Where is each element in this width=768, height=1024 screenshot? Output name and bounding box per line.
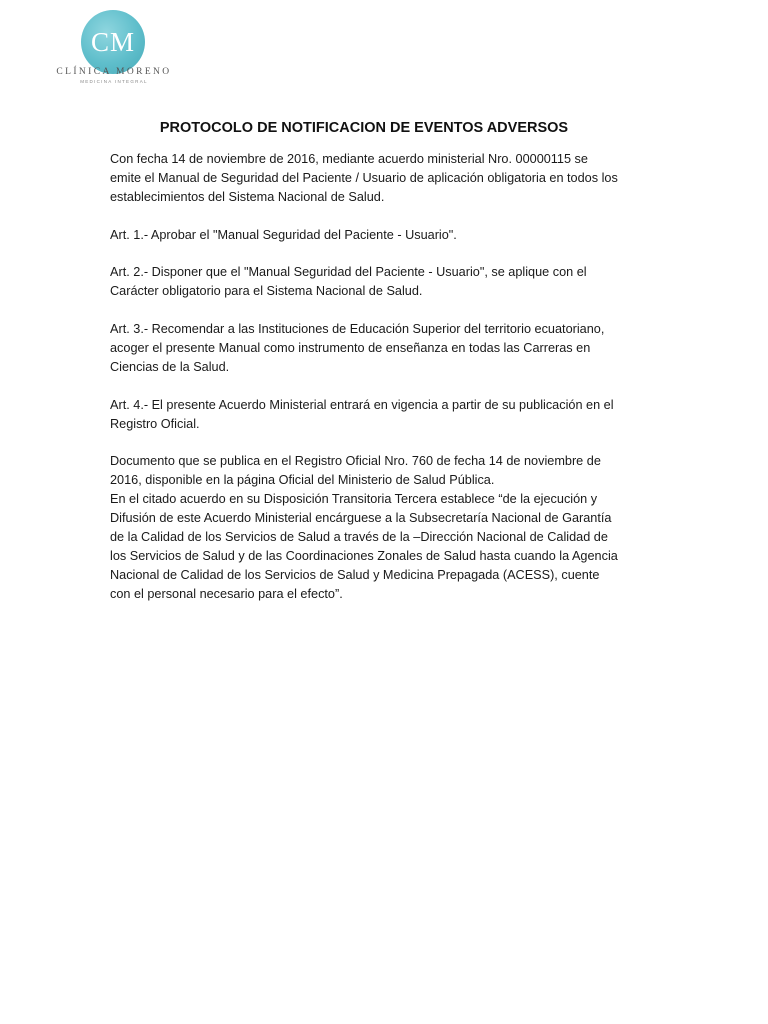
article-4-paragraph: Art. 4.- El presente Acuerdo Ministerial entrará en vigencia a partir de su publicación en el Registro Oficial. <box>110 397 614 431</box>
publication-paragraph: Documento que se publica en el Registro Oficial Nro. 760 de fecha 14 de noviembre de 2016, disponible en la página Oficial del Ministerio de Salud Pública. <box>110 454 601 488</box>
transitory-provision-paragraph: En el citado acuerdo en su Disposición Transitoria Tercera establece “de la ejecución y Difusión de este Acuerdo Ministerial encárguese a la Subsecretaría Nacional de Garantía de la Calidad de los Servicios de Salud a través de la –Dirección Nacional de Calidad de los Servicios de Salud y de las Coordinaciones Zonales de Salud hasta cuando la Agencia Nacional de Calidad de los Servicios de Salud y Medicina Prepagada (ACESS), cuente con el personal necesario para el efecto”. <box>110 492 618 601</box>
article-3-paragraph: Art. 3.- Recomendar a las Instituciones de Educación Superior del territorio ecuatoriano, acoger el presente Manual como instrumento de enseñanza en todas las Carreras en Ciencias de la Salud. <box>110 322 605 374</box>
article-1-paragraph: Art. 1.- Aprobar el "Manual Seguridad del Paciente - Usuario". <box>110 227 457 242</box>
document-title: PROTOCOLO DE NOTIFICACION DE EVENTOS ADVERSOS <box>159 120 569 136</box>
clinic-logo <box>50 8 178 84</box>
logo-clinic-name: CLÍNICA MORENO <box>56 67 172 77</box>
logo-tagline: MEDICINA INTEGRAL <box>80 79 148 84</box>
intro-paragraph: Con fecha 14 de noviembre de 2016, mediante acuerdo ministerial Nro. 00000115 se emite el Manual de Seguridad del Paciente / Usuario de aplicación obligatoria en todos los establecimientos del Sistema Nacional de Salud. <box>110 152 618 204</box>
article-2-paragraph: Art. 2.- Disponer que el "Manual Seguridad del Paciente - Usuario", se aplique con el Carácter obligatorio para el Sistema Nacional de Salud. <box>110 265 587 299</box>
logo-badge <box>81 10 145 74</box>
document-body <box>110 150 622 623</box>
logo-monogram: CM <box>90 27 136 57</box>
